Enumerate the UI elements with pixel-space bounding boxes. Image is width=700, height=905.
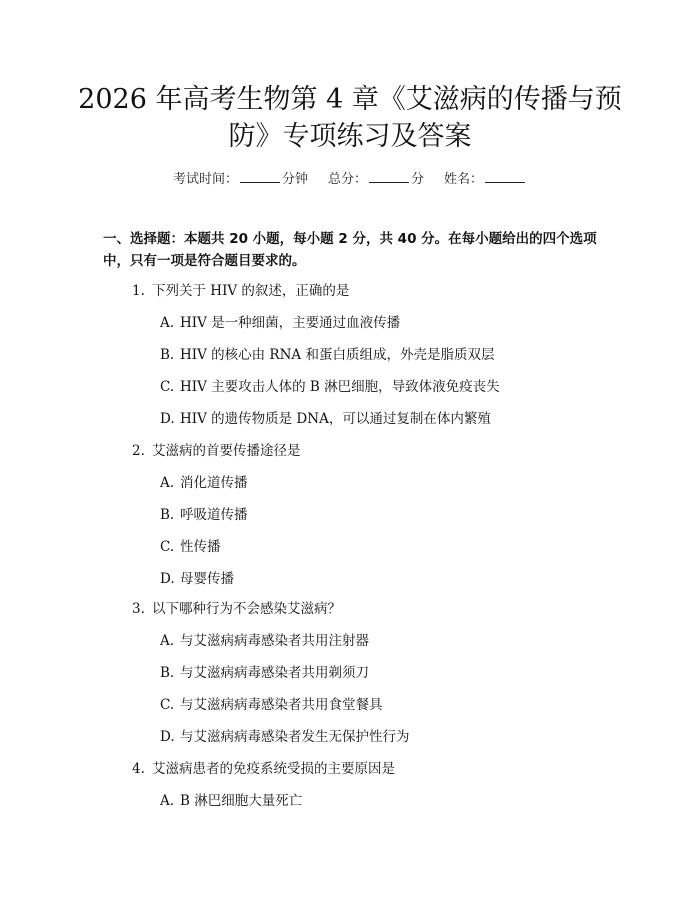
question-2 (132, 442, 301, 460)
question-2-option-b (160, 506, 248, 524)
question-2-option-c (160, 538, 221, 556)
option-text: 母婴传播 (180, 571, 234, 587)
question-text: 艾滋病患者的免疫系统受损的主要原因是 (152, 761, 395, 777)
option-letter: A. (160, 315, 175, 331)
option-text: HIV 是一种细菌，主要通过血液传播 (180, 315, 401, 331)
question-4-option-a (160, 792, 302, 810)
option-letter: B. (160, 665, 175, 681)
time-label: 考试时间： (172, 172, 238, 187)
question-1-option-c (160, 378, 500, 396)
option-text: 与艾滋病病毒感染者共用食堂餐具 (180, 697, 383, 713)
option-text: 呼吸道传播 (180, 507, 248, 523)
option-letter: A. (160, 475, 175, 491)
time-unit: 分钟 (281, 172, 308, 187)
option-text: 性传播 (180, 539, 221, 555)
option-letter: C. (160, 697, 175, 713)
time-blank (240, 170, 280, 183)
option-letter: D. (160, 571, 175, 587)
option-text: 与艾滋病病毒感染者共用注射器 (180, 633, 369, 649)
option-text: B 淋巴细胞大量死亡 (180, 793, 303, 809)
question-3-option-b (160, 664, 369, 682)
question-1-option-a (160, 314, 400, 332)
option-letter: A. (160, 633, 175, 649)
name-label: 姓名： (444, 172, 484, 187)
question-number: 2. (132, 443, 145, 459)
question-number: 3. (132, 601, 145, 617)
page-title-line-1: 2026 年高考生物第 4 章《艾滋病的传播与预 (78, 84, 622, 115)
question-number: 1. (132, 283, 145, 299)
option-text: 消化道传播 (180, 475, 248, 491)
score-blank (369, 170, 409, 183)
option-text: 与艾滋病病毒感染者发生无保护性行为 (180, 729, 410, 745)
score-unit: 分 (411, 172, 425, 187)
option-text: 与艾滋病病毒感染者共用剃须刀 (180, 665, 369, 681)
question-2-option-d (160, 570, 234, 588)
question-1-option-b (160, 346, 494, 364)
question-text: 下列关于 HIV 的叙述，正确的是 (152, 283, 350, 299)
option-text: HIV 的核心由 RNA 和蛋白质组成，外壳是脂质双层 (180, 347, 495, 363)
question-3-option-c (160, 696, 383, 714)
question-3 (132, 600, 341, 618)
question-1-option-d (160, 410, 491, 428)
option-text: HIV 主要攻击人体的 B 淋巴细胞，导致体液免疫丧失 (180, 379, 500, 395)
exam-info (0, 168, 700, 187)
option-letter: D. (160, 729, 175, 745)
option-text: HIV 的遗传物质是 DNA，可以通过复制在体内繁殖 (180, 411, 491, 427)
question-4 (132, 760, 395, 778)
section-heading: 一、选择题：本题共 20 小题，每小题 2 分，共 40 分。在每小题给出的四个选项中，只有一项是符合题目要求的。 (103, 231, 597, 269)
question-2-option-a (160, 474, 248, 492)
option-letter: C. (160, 379, 175, 395)
question-3-option-d (160, 728, 410, 746)
score-label: 总分： (327, 172, 367, 187)
option-letter: B. (160, 507, 175, 523)
page-title-line-2: 防》专项练习及答案 (228, 121, 472, 152)
question-text: 以下哪种行为不会感染艾滋病？ (152, 601, 341, 617)
question-1 (132, 282, 349, 300)
option-letter: D. (160, 411, 175, 427)
question-text: 艾滋病的首要传播途径是 (152, 443, 301, 459)
option-letter: A. (160, 793, 175, 809)
option-letter: B. (160, 347, 175, 363)
name-blank (485, 170, 525, 183)
question-3-option-a (160, 632, 369, 650)
question-number: 4. (132, 761, 145, 777)
option-letter: C. (160, 539, 175, 555)
